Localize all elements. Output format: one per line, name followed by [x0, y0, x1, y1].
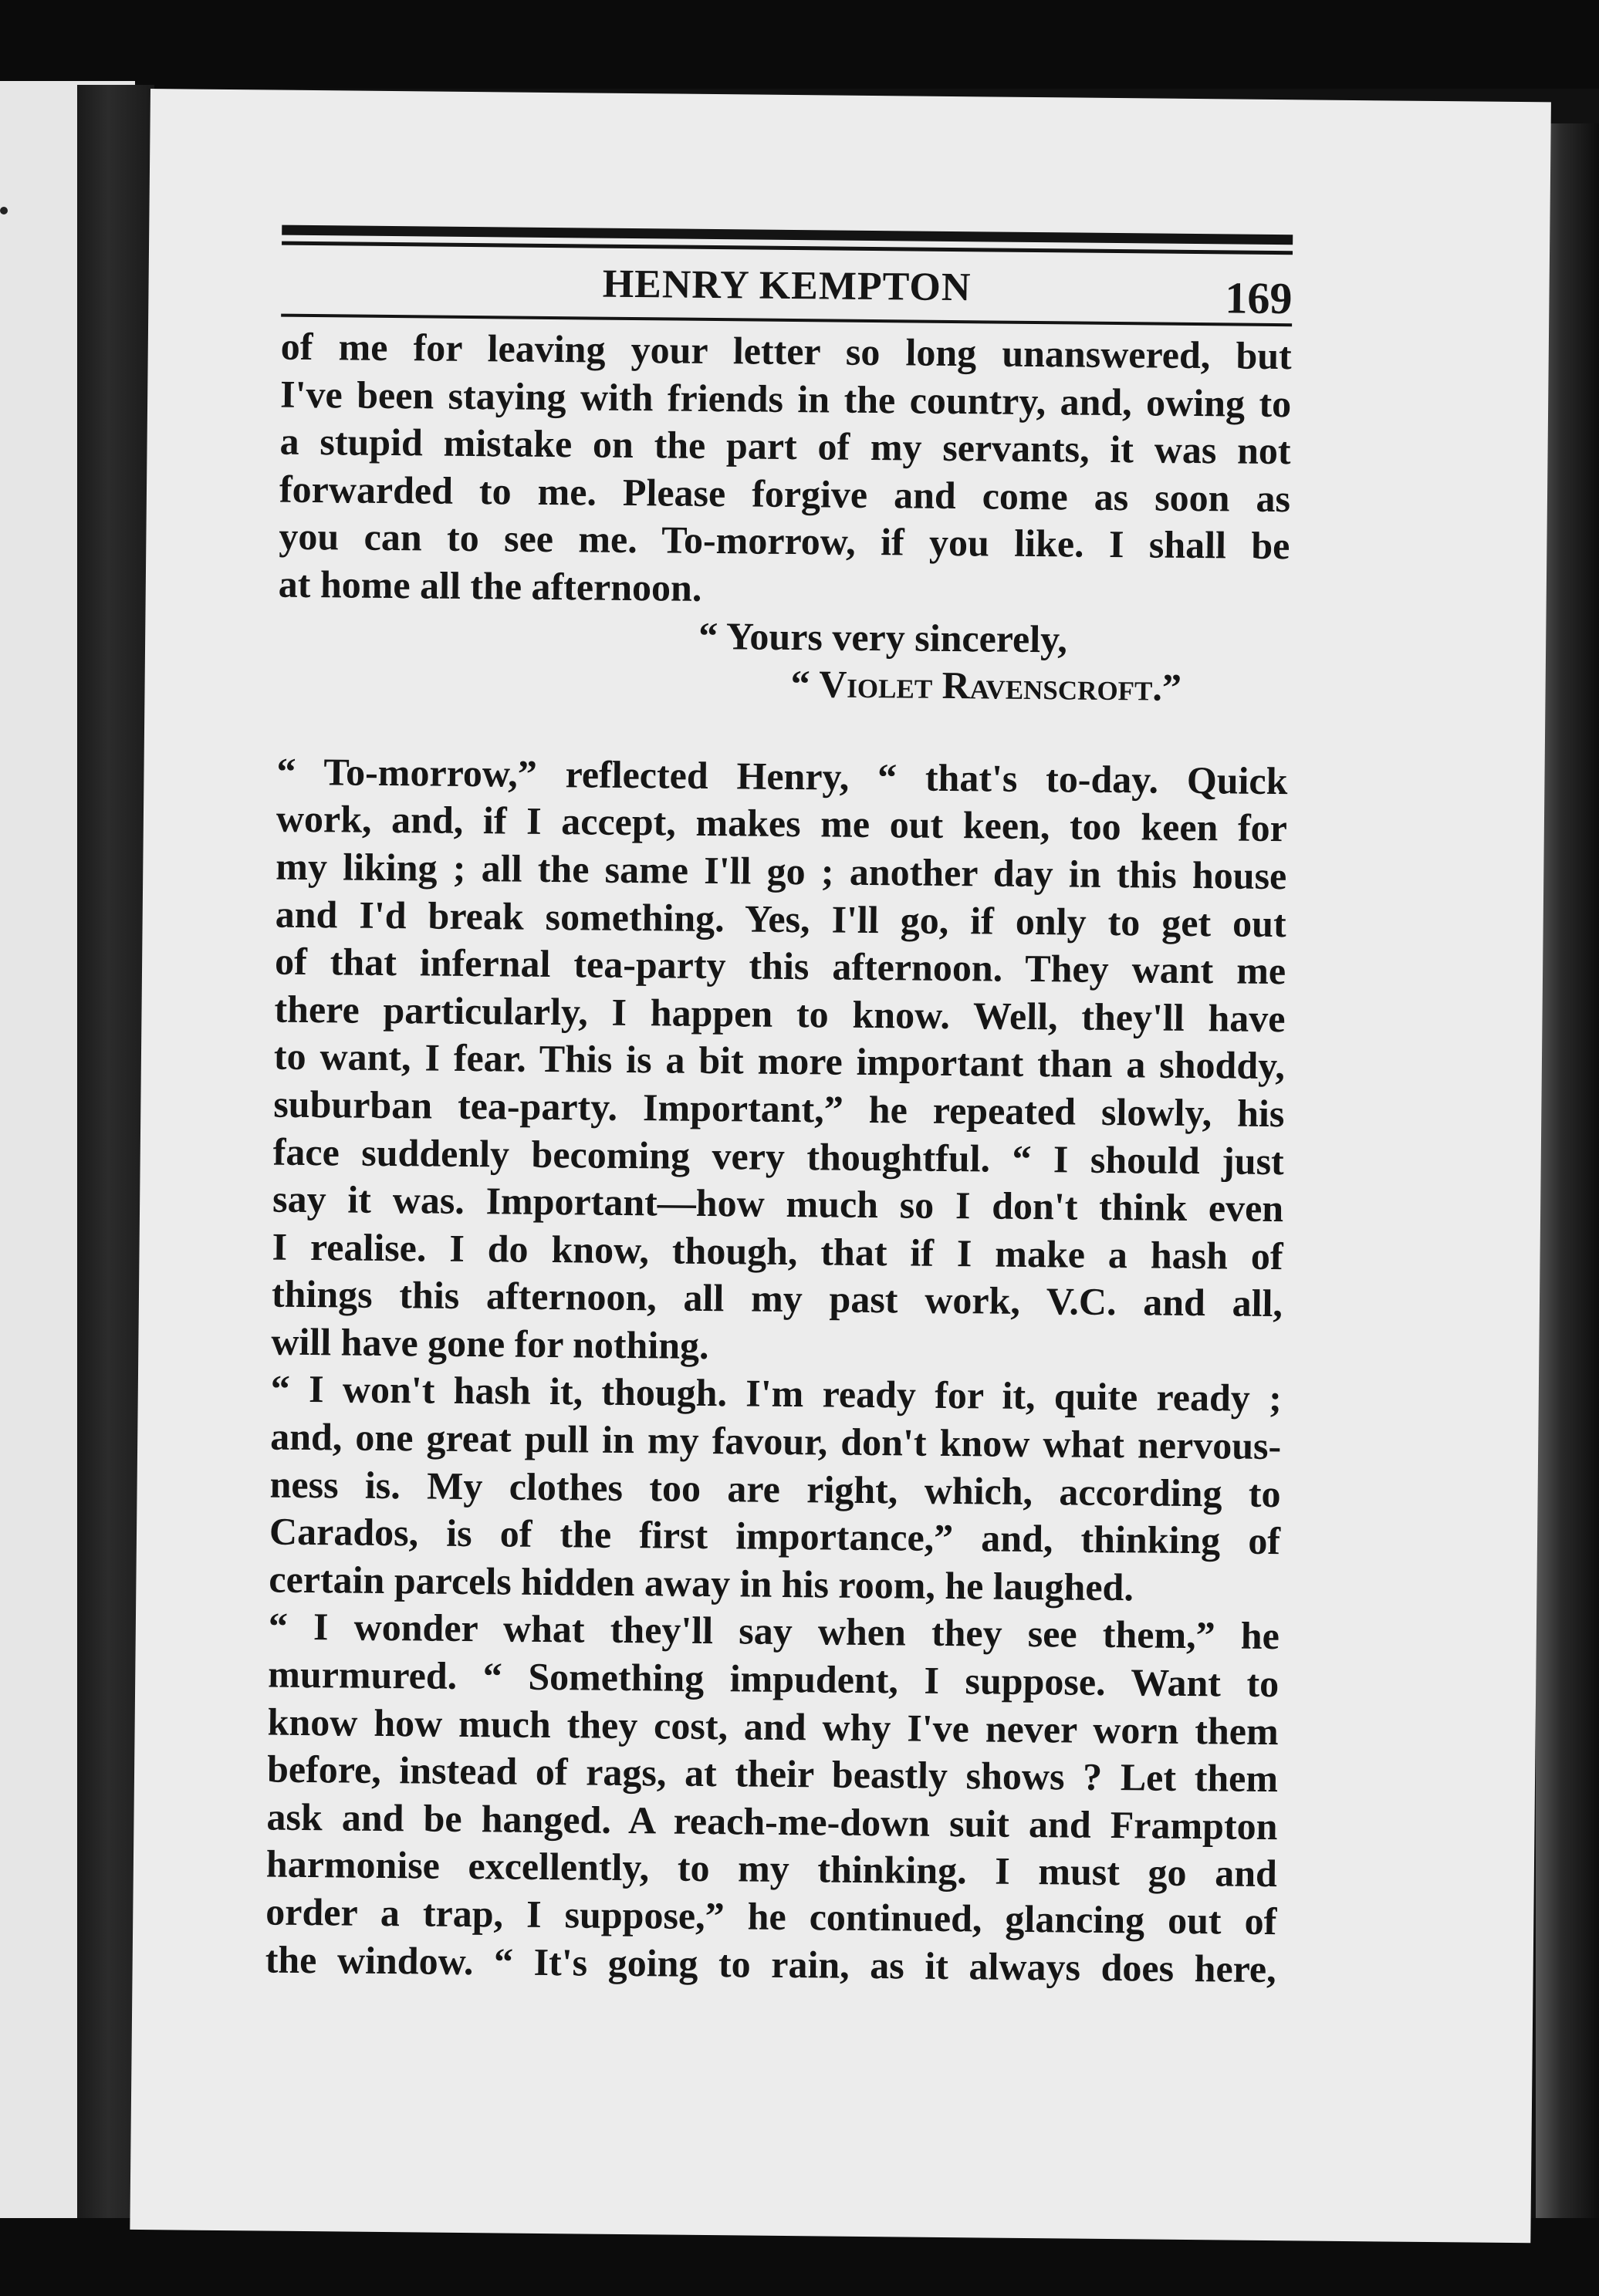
page-body	[265, 323, 1292, 1994]
header-rule-thick	[282, 225, 1293, 245]
text-line: before, instead of rags, at their beastly shows ? Let them	[266, 1747, 1279, 1801]
running-title: HENRY KEMPTON	[602, 262, 972, 310]
text-line: “ I won't hash it, though. I'm ready for it, quite ready ;	[270, 1367, 1283, 1420]
paragraph-3	[265, 1603, 1280, 1993]
text-line: certain parcels hidden away in his room, he laughed.	[269, 1557, 1134, 1609]
letter-signature: “ Violet Ravenscroft.”	[790, 662, 1182, 710]
text-line: and I'd break something. Yes, I'll go, if only to get out	[275, 892, 1286, 945]
letter-block	[277, 323, 1292, 713]
text-line: a stupid mistake on the part of my servants, it was not	[279, 419, 1291, 473]
text-line: will have gone for nothing.	[271, 1319, 709, 1367]
text-line: suburban tea-party. Important,” he repeated slowly, his	[273, 1082, 1285, 1136]
paragraph-1	[271, 748, 1288, 1375]
text-line: “ To-morrow,” reflected Henry, “ that's to-day. Quick	[276, 749, 1288, 802]
running-head	[281, 258, 1293, 322]
paragraph-2	[269, 1366, 1282, 1613]
text-line: there particularly, I happen to know. Well, they'll have	[274, 987, 1286, 1040]
letter-closing: “ Yours very sincerely,	[698, 613, 1068, 660]
text-line: at home all the afternoon.	[278, 562, 702, 609]
text-line: Carados, is of the first importance,” and, thinking of	[269, 1509, 1281, 1563]
scan-top-border	[0, 0, 1599, 89]
text-line: order a trap, I suppose,” he continued, glancing out of	[265, 1889, 1277, 1943]
text-line: I realise. I do know, though, that if I make a hash of	[272, 1224, 1283, 1278]
text-line: ness is. My clothes too are right, which, according to	[269, 1462, 1281, 1515]
text-line: you can to see me. To-morrow, if you like. I shall be	[279, 515, 1290, 568]
text-line: things this afternoon, all my past work, V.C. and all,	[271, 1271, 1283, 1325]
text-line: say it was. Important—how much so I don't think even	[272, 1177, 1284, 1231]
text-line: know how much they cost, and why I've never worn them	[267, 1700, 1279, 1753]
text-line: forwarded to me. Please forgive and come as soon as	[279, 467, 1291, 520]
text-line: to want, I fear. This is a bit more important than a shoddy,	[273, 1034, 1286, 1088]
text-line: of me for leaving your letter so long unanswered, but	[280, 324, 1293, 378]
text-line: ask and be hanged. A reach-me-down suit and Frampton	[266, 1795, 1278, 1848]
text-line: work, and, if I accept, makes me out keen, too keen for	[276, 796, 1288, 850]
text-line: my liking ; all the same I'll go ; another day in this house	[276, 844, 1287, 898]
page-number: 169	[1225, 272, 1293, 324]
text-line: I've been staying with friends in the country, and, owing to	[279, 372, 1292, 425]
text-line: and, one great pull in my favour, don't know what nervous-	[269, 1414, 1282, 1468]
text-line: murmured. “ Something impudent, I suppose. Want to	[268, 1652, 1280, 1706]
book-page	[130, 89, 1551, 2243]
text-line: of that infernal tea-party this afternoon. They want me	[274, 939, 1286, 993]
text-line: “ I wonder what they'll say when they see them,” he	[268, 1604, 1280, 1658]
facing-page-mark	[0, 207, 8, 214]
text-line: face suddenly becoming very thoughtful. “ I should just	[272, 1129, 1284, 1183]
text-line: the window. “ It's going to rain, as it always does here,	[265, 1937, 1276, 1990]
text-line: harmonise excellently, to my thinking. I must go and	[265, 1842, 1278, 1896]
